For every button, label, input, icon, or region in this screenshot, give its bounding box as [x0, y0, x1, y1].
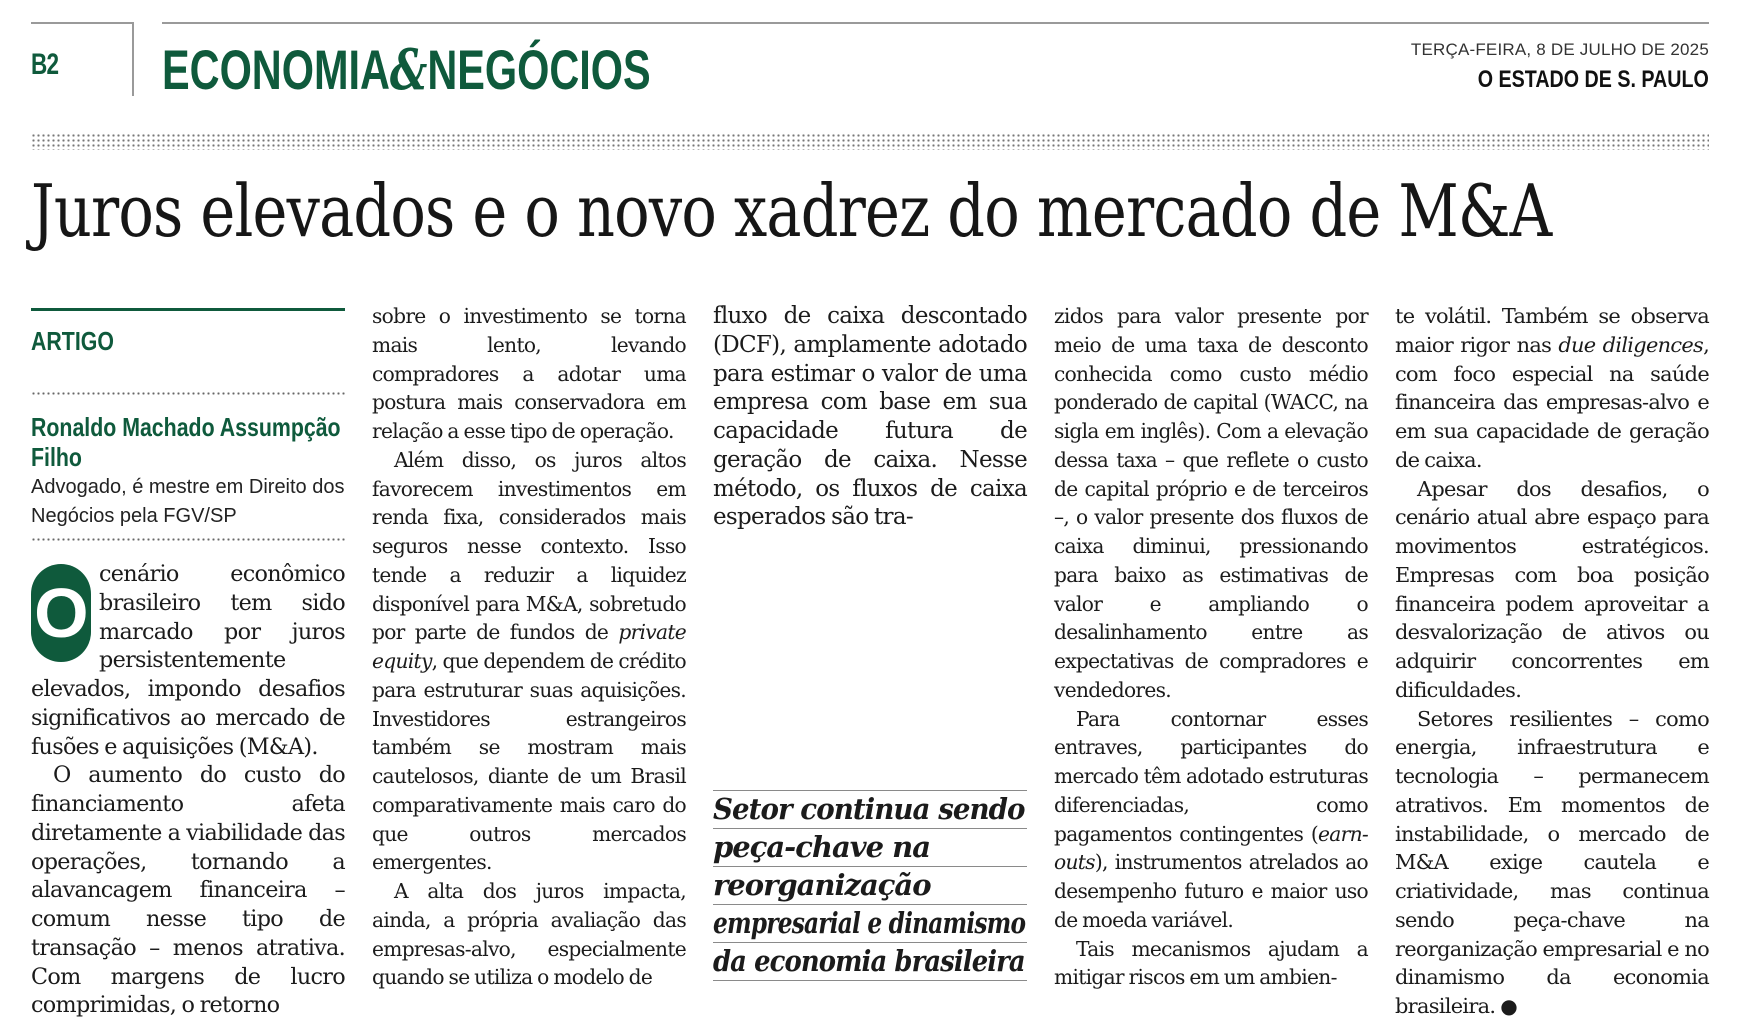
pull-quote-text: peça-chave na: [713, 830, 931, 864]
end-mark-icon: ●: [1500, 994, 1518, 1018]
author-bio: Advogado, é mestre em Direito dos Negócios pela FGV/SP: [31, 476, 345, 527]
section-title-ampersand: &: [389, 37, 428, 103]
article-column-3: [713, 302, 1027, 532]
article-label: ARTIGO: [31, 326, 114, 356]
article-column-2: [372, 302, 686, 992]
pull-quote-line: [713, 904, 1027, 942]
article-label-rule: [31, 308, 345, 311]
pull-quote-line: [713, 828, 1027, 866]
paragraph-text: Setores resilientes – como energia, infraestrutura e tecnologia – permanecem atrativos. Em momentos de instabilidade, o mercado de M&A exige cautela e criatividade, mas continua sendo peça-chave na reorganização empresarial e no dinamismo da economia brasileira.: [1395, 706, 1709, 1018]
paragraph: fluxo de caixa descontado (DCF), amplamente adotado para estimar o valor de uma empresa com base em sua capacidade futura de geração de caixa. Nesse método, os fluxos de caixa esperados são tra-: [713, 303, 1027, 531]
pull-quote-text: Setor continua sendo: [713, 792, 1025, 826]
section-title: [162, 37, 651, 103]
dotted-separator: [31, 392, 345, 395]
pull-quote: [713, 790, 1027, 981]
publication-name: O ESTADO DE S. PAULO: [1477, 66, 1709, 93]
publication-date: TERÇA-FEIRA, 8 DE JULHO DE 2025: [1410, 40, 1709, 59]
page-number: B2: [31, 48, 59, 81]
paragraph-text: ), instrumentos atrelados ao desempenho futuro e maior uso de moeda variável.: [1054, 850, 1368, 932]
article-column-1: [31, 560, 345, 1020]
section-title-part2: NEGÓCIOS: [427, 38, 651, 101]
paragraph: [372, 446, 686, 877]
pull-quote-line: [713, 942, 1027, 981]
paragraph: O aumento do custo do financiamento afeta diretamente a viabilidade das operações, tornando a alavancagem financeira – comum nesse tipo de transação – menos atrativa. Com margens de lucro comprimidas, o retorno: [31, 762, 345, 1019]
section-title-part1: ECONOMIA: [162, 38, 390, 101]
pull-quote-line: [713, 790, 1027, 828]
paragraph: [1395, 705, 1709, 1021]
paragraph-text: , com foco especial na saúde financeira das empresas-alvo e em sua capacidade de geração de caixa.: [1395, 332, 1710, 472]
paragraph: zidos para valor presente por meio de uma taxa de desconto conhecida como custo médio ponderado de capital (WACC, na sigla em inglês). Com a elevação dessa taxa – que reflete o custo de capital próprio e de terceiros –, o valor presente dos fluxos de caixa diminui, pressionando para baixo as estimativas de valor e ampliando o desalinhamento entre as expectativas de compradores e vendedores.: [1054, 304, 1368, 702]
drop-cap: O: [31, 564, 91, 662]
paragraph-text: Além disso, os juros altos favorecem investimentos em renda fixa, considerados mais seguros nesse contexto. Isso tende a reduzir a liquidez disponível para M&A, sobretudo por parte de fundos de: [372, 447, 686, 645]
header-top-rule: [162, 22, 1709, 24]
paragraph: Apesar dos desafios, o cenário atual abre espaço para movimentos estratégicos. Empresas com boa posição financeira podem aproveitar a desvalorização de ativos ou adquirir concorrentes em dificuldades.: [1395, 476, 1709, 702]
header-dotted-band: [31, 133, 1709, 150]
italic-term: earn-outs: [1054, 821, 1368, 875]
paragraph: [31, 560, 345, 761]
header-divider: [132, 22, 134, 96]
paragraph: A alta dos juros impacta, ainda, a própria avaliação das empresas-alvo, especialmente quando se utiliza o modelo de: [372, 879, 686, 990]
paragraph: [1395, 302, 1709, 475]
italic-term: due diligences: [1558, 332, 1704, 357]
paragraph: [1054, 705, 1368, 935]
article-column-5: [1395, 302, 1709, 1021]
author-name: Ronaldo Machado Assumpção Filho: [31, 412, 341, 472]
paragraph-text: Para contornar esses entraves, participantes do mercado têm adotado estruturas diferenciadas, como pagamentos contingentes (: [1054, 706, 1368, 846]
dotted-separator: [31, 538, 345, 541]
pull-quote-text: da economia brasileira: [713, 944, 1025, 978]
paragraph-text: te volátil. Também se observa maior rigor nas: [1395, 304, 1709, 357]
paragraph: Tais mecanismos ajudam a mitigar riscos em um ambien-: [1054, 936, 1368, 990]
article-column-4: [1054, 302, 1368, 992]
italic-term: private equity: [372, 620, 686, 673]
paragraph: sobre o investimento se torna mais lento, levando compradores a adotar uma postura mais conservadora em relação a esse tipo de operação.: [372, 304, 686, 443]
pull-quote-line: [713, 866, 1027, 904]
paragraph-text: , que dependem de crédito para estruturar suas aquisições. Investidores estrangeiros também se mostram mais cautelosos, diante de um Brasil comparativamente mais caro do que outros mercados emergentes.: [372, 649, 686, 875]
header-left-rule: [31, 22, 132, 24]
pull-quote-text: empresarial e dinamismo: [713, 906, 1026, 940]
pull-quote-text: reorganização: [713, 868, 931, 902]
paragraph-text: cenário econômico brasileiro tem sido marcado por juros persistentemente elevados, impondo desafios significativos ao mercado de fusões e aquisições (M&A).: [31, 561, 345, 760]
article-headline: Juros elevados e o novo xadrez do mercado de M&A: [31, 169, 1552, 253]
